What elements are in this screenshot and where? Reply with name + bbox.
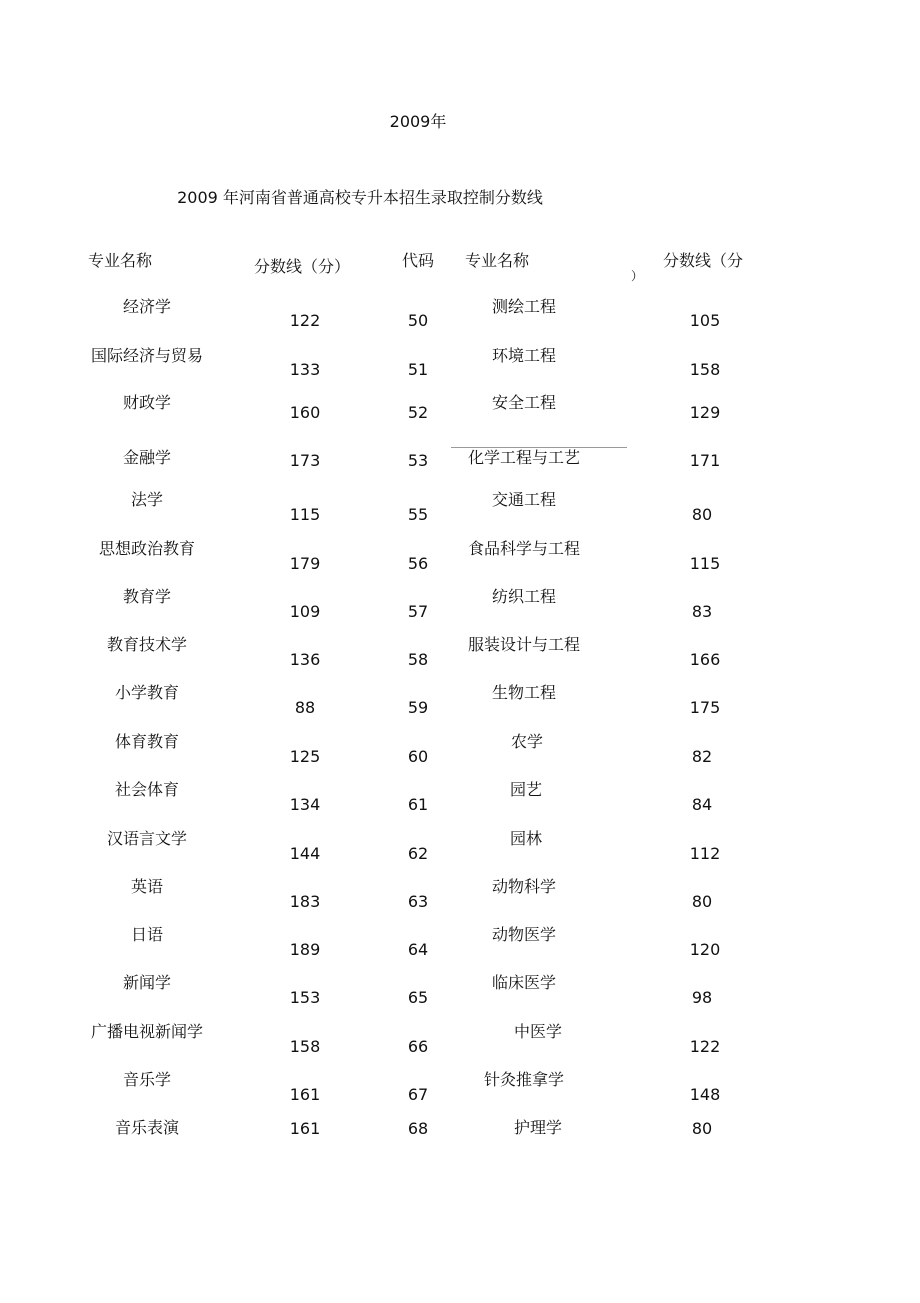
- major-name-left: 国际经济与贸易: [90, 346, 204, 365]
- major-name-right: 生物工程: [491, 683, 557, 702]
- score-left: 160: [289, 403, 321, 422]
- major-code: 68: [407, 1119, 429, 1138]
- score-right: 158: [689, 360, 721, 379]
- major-code: 55: [407, 505, 429, 524]
- score-right: 175: [689, 698, 721, 717]
- score-right: 112: [689, 844, 721, 863]
- header-score-right: 分数线（分: [663, 251, 744, 270]
- major-name-left: 社会体育: [114, 780, 180, 799]
- score-left: 122: [289, 311, 321, 330]
- major-code: 51: [407, 360, 429, 379]
- header-major-name-right: 专业名称: [465, 251, 530, 270]
- major-name-right: 纺织工程: [491, 587, 557, 606]
- major-name-left: 汉语言文学: [106, 829, 188, 848]
- major-name-right: 动物医学: [491, 925, 557, 944]
- major-name-left: 音乐学: [122, 1070, 172, 1089]
- major-name-left: 音乐表演: [114, 1118, 180, 1137]
- score-left: 189: [289, 940, 321, 959]
- major-name-right: 园艺: [509, 780, 543, 799]
- score-right: 171: [689, 451, 721, 470]
- header-score-right-tail: ）: [631, 269, 644, 283]
- major-name-right: 临床医学: [491, 973, 557, 992]
- major-name-right: 动物科学: [491, 877, 557, 896]
- score-right: 148: [689, 1085, 721, 1104]
- score-left: 158: [289, 1037, 321, 1056]
- major-code: 61: [407, 795, 429, 814]
- score-left: 183: [289, 892, 321, 911]
- major-code: 50: [407, 311, 429, 330]
- score-left: 109: [289, 602, 321, 621]
- header-code: 代码: [401, 251, 435, 270]
- major-code: 58: [407, 650, 429, 669]
- major-name-left: 经济学: [122, 297, 172, 316]
- score-left: 161: [289, 1119, 321, 1138]
- major-name-left: 新闻学: [122, 973, 172, 992]
- major-name-left: 小学教育: [114, 683, 180, 702]
- major-name-left: 英语: [130, 877, 164, 896]
- major-name-left: 金融学: [122, 448, 172, 467]
- score-right: 84: [691, 795, 713, 814]
- score-left: 179: [289, 554, 321, 573]
- major-code: 62: [407, 844, 429, 863]
- page-title: 2009 年河南省普通高校专升本招生录取控制分数线: [177, 188, 543, 207]
- major-code: 63: [407, 892, 429, 911]
- score-right: 82: [691, 747, 713, 766]
- score-right: 129: [689, 403, 721, 422]
- major-name-right: 针灸推拿学: [483, 1070, 565, 1089]
- score-left: 153: [289, 988, 321, 1007]
- major-name-right: 园林: [509, 829, 543, 848]
- major-name-left: 教育学: [122, 587, 172, 606]
- major-code: 52: [407, 403, 429, 422]
- major-name-right: 农学: [510, 732, 544, 751]
- major-code: 64: [407, 940, 429, 959]
- major-name-right: 环境工程: [491, 346, 557, 365]
- major-name-right: 安全工程: [491, 393, 557, 412]
- score-right: 166: [689, 650, 721, 669]
- score-left: 134: [289, 795, 321, 814]
- major-name-right: 化学工程与工艺: [467, 448, 581, 467]
- major-code: 60: [407, 747, 429, 766]
- major-name-left: 日语: [130, 925, 164, 944]
- major-name-left: 教育技术学: [106, 635, 188, 654]
- score-left: 161: [289, 1085, 321, 1104]
- major-code: 57: [407, 602, 429, 621]
- score-right: 115: [689, 554, 721, 573]
- score-left: 133: [289, 360, 321, 379]
- major-name-right: 护理学: [513, 1118, 563, 1137]
- major-name-right: 测绘工程: [491, 297, 557, 316]
- score-right: 105: [689, 311, 721, 330]
- header-major-name-left: 专业名称: [88, 251, 153, 270]
- major-code: 67: [407, 1085, 429, 1104]
- score-right: 83: [691, 602, 713, 621]
- header-score-left: 分数线（分）: [253, 257, 351, 276]
- score-left: 115: [289, 505, 321, 524]
- score-right: 122: [689, 1037, 721, 1056]
- major-name-left: 思想政治教育: [98, 539, 196, 558]
- score-right: 80: [691, 505, 713, 524]
- major-name-right: 服装设计与工程: [467, 635, 581, 654]
- score-right: 80: [691, 892, 713, 911]
- score-left: 136: [289, 650, 321, 669]
- major-code: 66: [407, 1037, 429, 1056]
- major-name-left: 广播电视新闻学: [90, 1022, 204, 1041]
- score-left: 144: [289, 844, 321, 863]
- major-code: 56: [407, 554, 429, 573]
- major-code: 59: [407, 698, 429, 717]
- major-code: 65: [407, 988, 429, 1007]
- score-right: 98: [691, 988, 713, 1007]
- major-name-left: 财政学: [122, 393, 172, 412]
- major-name-right: 交通工程: [491, 490, 557, 509]
- score-right: 80: [691, 1119, 713, 1138]
- major-code: 53: [407, 451, 429, 470]
- major-name-left: 体育教育: [114, 732, 180, 751]
- major-name-right: 食品科学与工程: [467, 539, 581, 558]
- score-left: 88: [294, 698, 316, 717]
- year-heading: 2009年: [389, 112, 447, 131]
- major-name-left: 法学: [130, 490, 164, 509]
- score-left: 125: [289, 747, 321, 766]
- major-name-right: 中医学: [513, 1022, 563, 1041]
- score-left: 173: [289, 451, 321, 470]
- score-right: 120: [689, 940, 721, 959]
